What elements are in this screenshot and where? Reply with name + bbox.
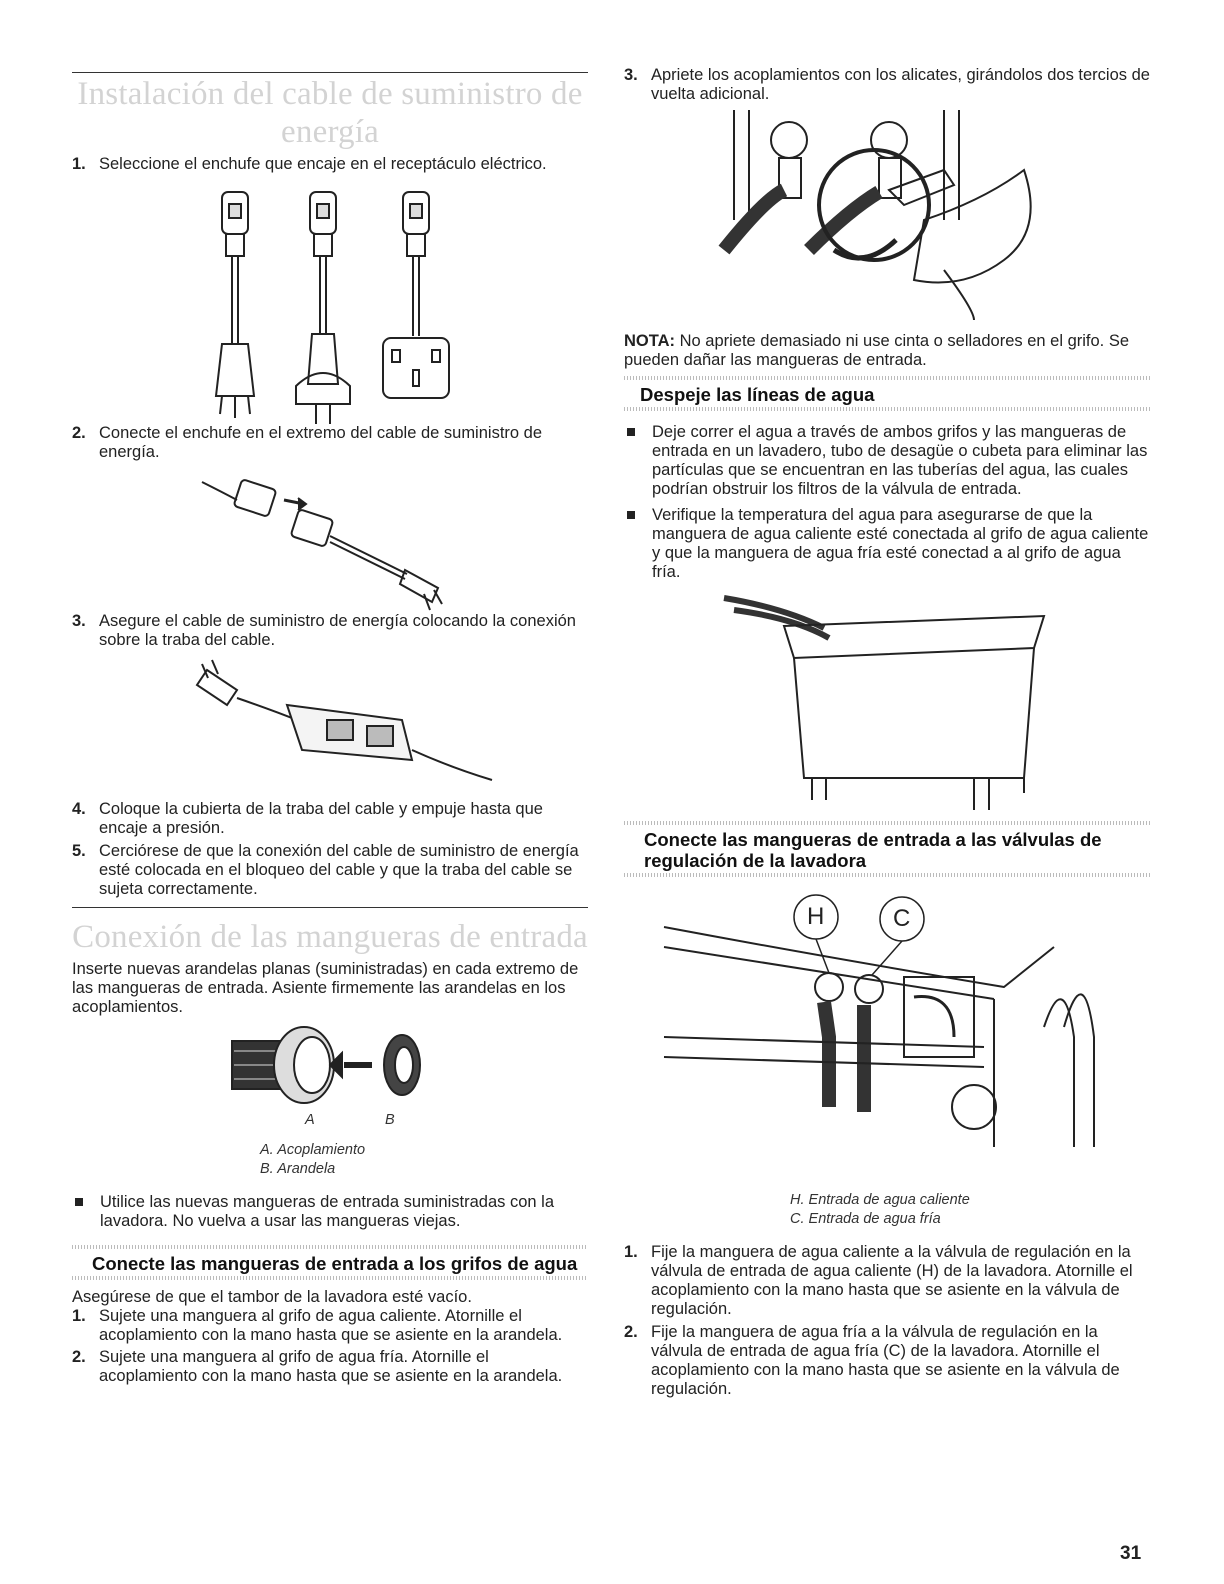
step-text: Cerciórese de que la conexión del cable de suministro de energía esté colocada en el bloqueo del cable y que la traba del cable se sujeta correctamente. [99, 842, 579, 898]
plugs-drawing [72, 174, 588, 424]
dotted-rule [624, 407, 1152, 411]
step-number: 3. [72, 612, 86, 630]
step-text: Seleccione el enchufe que encaje en el receptáculo eléctrico. [99, 155, 547, 173]
bullet-square [627, 511, 635, 519]
valve-step-1 [624, 1243, 1152, 1319]
caption-c: C. Entrada de agua fría [790, 1211, 941, 1227]
section-rule [72, 72, 588, 73]
step-text: Apriete los acoplamientos con los alicates, girándolos dos tercios de vuelta adicional. [651, 66, 1150, 103]
note [624, 332, 1152, 370]
bullet-item [624, 423, 1152, 499]
step-text: Fije la manguera de agua fría a la válvula de regulación en la válvula de entrada de agua fría (C) de la lavadora. Atornille el acoplamiento con la mano hasta que se asiente en la válvula de regulación. [651, 1323, 1120, 1398]
bullet-square [75, 1198, 83, 1206]
cord-lock-illustration [72, 650, 588, 800]
section-rule [72, 907, 588, 908]
intro-text: Inserte nuevas arandelas planas (suministradas) en cada extremo de las mangueras de entrada. Asiente firmemente las arandelas en los acoplamientos. [72, 960, 579, 1016]
valve-step-2 [624, 1323, 1152, 1399]
cord-lock-drawing [72, 650, 588, 800]
faucet-step-1 [72, 1307, 588, 1345]
subhead-washer-valves: Conecte las mangueras de entrada a las válvulas de regulación de la lavadora [644, 829, 1102, 871]
step-number: 1. [72, 155, 86, 173]
laundry-tub-illustration [624, 588, 1152, 813]
caption-h: H. Entrada de agua caliente [790, 1192, 970, 1208]
pliers-illustration [624, 110, 1152, 320]
laundry-tub-drawing [624, 588, 1152, 813]
step-2 [72, 424, 588, 462]
dotted-rule [72, 1276, 588, 1280]
coupling-washer-drawing [72, 1021, 588, 1111]
step-3-pliers [624, 66, 1152, 104]
label-c: C [893, 905, 911, 932]
subhead-faucets: Conecte las mangueras de entrada a los grifos de agua [92, 1253, 578, 1274]
step-text: Coloque la cubierta de la traba del cable y empuje hasta que encaje a presión. [99, 800, 543, 837]
coupling-washer-illustration [72, 1021, 588, 1111]
left-column [72, 60, 588, 1386]
pliers-drawing [624, 110, 1152, 320]
washer-valves-illustration [624, 887, 1152, 1187]
bullet-text: Verifique la temperatura del agua para asegurarse de que la manguera de agua caliente esté conectada al grifo de agua caliente y que la manguera de agua fría esté conectad a al grifo de agua fría. [652, 506, 1149, 581]
bullet-item [72, 1193, 588, 1231]
cord-connect-drawing [72, 462, 588, 612]
step-number: 1. [72, 1307, 86, 1325]
note-label: NOTA: [624, 332, 676, 350]
dotted-rule [624, 821, 1152, 825]
subhead-intro: Asegúrese de que el tambor de la lavadora esté vacío. [72, 1288, 472, 1306]
note-text: No apriete demasiado ni use cinta o selladores en el grifo. Se pueden dañar las mangueras de entrada. [624, 332, 1130, 369]
step-number: 3. [624, 66, 638, 84]
bullet-item [624, 506, 1152, 582]
step-4 [72, 800, 588, 838]
step-text: Asegure el cable de suministro de energía colocando la conexión sobre la traba del cable. [99, 612, 576, 649]
label-b: B [385, 1112, 395, 1128]
page-number: 31 [1120, 1543, 1142, 1564]
step-1 [72, 155, 588, 174]
cord-connect-illustration [72, 462, 588, 612]
label-h: H [807, 903, 825, 930]
bullet-square [627, 428, 635, 436]
right-column [624, 66, 1152, 1399]
step-number: 2. [624, 1323, 638, 1341]
figure-labels [72, 1111, 588, 1133]
dotted-rule [72, 1245, 588, 1249]
dotted-rule [624, 376, 1152, 380]
step-number: 2. [72, 424, 86, 442]
bullet-text: Deje correr el agua a través de ambos grifos y las mangueras de entrada en un lavadero, tubo de desagüe o cubeta para eliminar las partículas que se encuentran en las tuberías del agua, las cuales podrían obstruir los filtros de la válvula de entrada. [652, 423, 1148, 498]
faucet-step-2 [72, 1348, 588, 1386]
caption-a: A. Acoplamiento [260, 1142, 366, 1158]
label-a: A [305, 1112, 315, 1128]
step-number: 4. [72, 800, 86, 818]
subhead-flush-lines: Despeje las líneas de agua [640, 384, 875, 405]
bullet-text: Utilice las nuevas mangueras de entrada suministradas con la lavadora. No vuelva a usar las mangueras viejas. [100, 1193, 554, 1230]
step-5 [72, 842, 588, 899]
step-text: Conecte el enchufe en el extremo del cable de suministro de energía. [99, 424, 543, 461]
section-title-inlet-hoses: Conexión de las mangueras de entrada [72, 919, 588, 955]
section-title-power-cord: Instalación del cable de suministro de energía [77, 76, 583, 150]
step-text: Fije la manguera de agua caliente a la válvula de regulación en la válvula de entrada de agua caliente (H) de la lavadora. Atornille el acoplamiento con la mano hasta que se asiente en la válvula de regulación. [651, 1243, 1133, 1318]
caption-b: B. Arandela [260, 1161, 336, 1177]
step-number: 1. [624, 1243, 638, 1261]
washer-valves-drawing [624, 887, 1152, 1187]
step-text: Sujete una manguera al grifo de agua caliente. Atornille el acoplamiento con la mano hasta que se asiente en la arandela. [99, 1307, 563, 1344]
step-3 [72, 612, 588, 650]
step-number: 2. [72, 1348, 86, 1366]
dotted-rule [624, 873, 1152, 877]
step-number: 5. [72, 842, 86, 860]
plugs-illustration [72, 174, 588, 424]
step-text: Sujete una manguera al grifo de agua fría. Atornille el acoplamiento con la mano hasta que se asiente en la arandela. [99, 1348, 563, 1385]
